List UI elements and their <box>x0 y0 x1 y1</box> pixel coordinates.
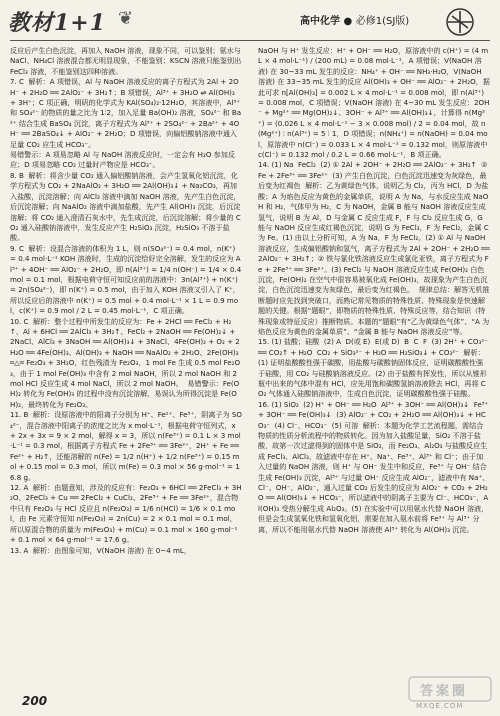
edition-label: 必修1(SJ版) <box>355 16 410 27</box>
answer-paragraph: NaOH 与 H⁺ 发生反应：H⁺ + OH⁻ ══ H₂O，原溶液中的 c(H⁺) = (4 mL × 4 mol·L⁻¹) / (200 mL) = 0.08 mol·L⁻¹，A 项错误；V(NaOH 溶液) 在 30~33 mL 发生的反应：NH₄⁺ + OH⁻ ══ NH₃·H₂O，V(NaOH 溶液) 在 33~35 mL 发生的反应 Al(OH)₃ + OH⁻ ══ AlO₂⁻ + 2H₂O，据此可求 n[Al(OH)₃] = 0.002 L × 4 mol·L⁻¹ = 0.008 mol，即 n(Al³⁺) = 0.008 mol，C 项错误；V(NaOH 溶液) 在 4~30 mL 发生反应：2OH⁻ + Mg²⁺ ══ Mg(OH)₂↓、3OH⁻ + Al³⁺ ══ Al(OH)₃↓，计算得 n(Mg²⁺) = (0.026 L × 4 mol·L⁻¹ − 3 × 0.008 mol) / 2 = 0.04 mol，故 n(Mg²⁺) ∶ n(Al³⁺) = 5 ∶ 1，D 项错误；n(NH₄⁺) = n(NaOH) = 0.04 mol，原溶液中 n(Cl⁻) = 0.033 L × 4 mol·L⁻¹ = 0.132 mol，则原溶液中 c(Cl⁻) = 0.132 mol / 0.2 L = 0.66 mol·L⁻¹，B 项正确。 <box>258 46 490 160</box>
book-title: 高中化学 ● 必修1(SJ版) <box>300 16 410 27</box>
decorative-emblem-icon <box>440 6 480 38</box>
answer-paragraph: 易错警示：A 项易忽略 Al 与 NaOH 溶液反应时，一定会有 H₂O 参加反应；D 项易忽略 CO₂ 过量时产物应是 HCO₃⁻。 <box>10 150 235 170</box>
answer-paragraph: 8. B 解析：将含少量 CO₂ 通入偏铝酸钠溶液，会产生氢氧化铝沉淀，化学方程式为 CO₂ + 2NaAlO₂ + 3H₂O ══ 2Al(OH)₃↓ + Na₂CO₃，再加入盐酸，沉淀溶解；向 AlCl₃ 溶液中滴加 NaOH 溶液，先产生白色沉淀，后沉淀溶解；向 NaAlO₂ 溶液中滴加盐酸，先产生 Al(OH)₃ 沉淀，后沉淀溶解；将 CO₂ 通入澄清石灰水中，先生成沉淀，后沉淀溶解；将少量的 CO₂ 通入硅酸钠溶液中，发生反应产生 H₂SiO₃ 沉淀，H₂SiO₃ 不溶于盐酸。 <box>10 170 241 243</box>
answer-paragraph: 13. A 解析：由图象可知，V(NaOH 溶液) 在 0~4 mL， <box>10 545 191 555</box>
answer-paragraph: 11. B 解析：设原溶液中的阳离子分别为 H⁺、Fe²⁺、Fe³⁺，阴离子为 SO₄²⁻，混合溶液中阳离子的浓度之比为 x mol·L⁻¹，根据电荷守恒列式，x + 2x + 3x = 9 × 2 mol，解得 x = 3，所以 n(Fe³⁺) = 0.1 L × 3 mol·L⁻¹ = 0.3 mol，根据离子方程式 Fe + 2Fe³⁺ ══ 3Fe²⁺，2H⁺ + Fe ══ Fe²⁺ + H₂↑，还能溶解的 n(Fe) = 1/2 n(H⁺) + 1/2 n(Fe³⁺) = 0.15 mol + 0.15 mol = 0.3 mol，所以 m(Fe) = 0.3 mol × 56 g·mol⁻¹ = 16.8 g。 <box>10 410 242 482</box>
watermark-url: MXQE.COM <box>416 702 464 710</box>
header-rule <box>10 40 490 41</box>
answer-paragraph: 9. C 解析：设混合溶液的体积为 1 L，则 n(SO₄²⁻) = 0.4 mol，n(K⁺) = 0.4 mol·L⁻¹ KOH 溶液时，生成的沉淀恰好完全溶解，发生的反应为 Al³⁺ + 4OH⁻ ══ AlO₂⁻ + 2H₂O，即 n(Al³⁺) = 1/4 n(OH⁻) = 1/4 × 0.4 mol = 0.1 mol，根据电荷守恒可知反应前的溶液中：3n(Al³⁺) + n(K⁺) = 2n(SO₄²⁻)，即 n(K⁺) = 0.5 mol，由于加入 KOH 溶液又引入了 K⁺，所以反应后的溶液中 n(K⁺) = 0.5 mol + 0.4 mol·L⁻¹ × 1 L = 0.9 mol，c(K⁺) = 0.9 mol / 2 L = 0.45 mol·L⁻¹，C 项正确。 <box>10 243 244 316</box>
left-column <box>10 46 242 556</box>
subject-label: 高中化学 <box>300 16 340 27</box>
brand-logo: 教材1+1 <box>8 10 107 36</box>
answer-paragraph: 反应后产生白色沉淀，再加入 NaOH 溶液，现象不同，可以鉴别；氨水与 NaCl、NH₄Cl 溶液混合都无明显现象，不能鉴别；KSCN 溶液只能鉴别出 FeCl₃ 溶液，不能鉴别这四种溶液。 <box>10 46 244 76</box>
watermark-text: 答案圈 <box>420 684 469 699</box>
answer-paragraph: 12. A 解析：由题意知，涉及的反应有：Fe₂O₃ + 6HCl ══ 2FeCl₃ + 3H₂O、2FeCl₃ + Cu ══ 2FeCl₂ + CuCl₂、2Fe³⁺ + Fe ══ 3Fe²⁺，混合物中只有 Fe₂O₃ 与 HCl 反应且 n(Fe₂O₃) = 1/6 n(HCl) = 1/6 × 0.1 mol，由 Fe 元素守恒知 n(Fe₂O₃) = 2n(Cu) = 2 × 0.1 mol = 0.1 mol，所以原混合物的质量为 m(Fe₂O₃) + m(Cu) = 0.1 mol × 160 g·mol⁻¹ + 0.1 mol × 64 g·mol⁻¹ = 17.6 g。 <box>10 483 242 545</box>
answer-paragraph: 15. (1) 盐酸；硅酸 (2) A D(或 E) E(或 D) B C F (3) 2H⁺ + CO₃²⁻ ══ CO₂↑ + H₂O CO₂ + SiO₃²⁻ + H₂O ══ H₂SiO₃↓ + CO₃²⁻ 解析：(1) 证明盐酸酸性强于碳酸，用盐酸与碳酸钠固体反应，证明碳酸酸性强于硅酸，用 CO₂ 与硅酸钠溶液反应。(2) 由于盐酸有挥发性，所以从锥形瓶中出来的气体中混有 HCl，应先用饱和碳酸氢钠溶液除去 HCl，再将 CO₂ 气体通入硅酸钠溶液中，生成白色沉淀，证明碳酸酸性强于硅酸。 <box>258 337 491 399</box>
leaf-icon: ❦ <box>118 8 134 29</box>
page-header <box>0 0 500 44</box>
page-number: 200 <box>22 694 48 708</box>
answer-paragraph: 16. (1) SiO₂ (2) H⁺ + OH⁻ ══ H₂O Al³⁺ + 3OH⁻ ══ Al(OH)₃↓ Fe³⁺ + 3OH⁻ ══ Fe(OH)₃↓ (3) AlO₂⁻ + CO₂ + 2H₂O ══ Al(OH)₃↓ + HCO₃⁻ (4) Cl⁻、HCO₃⁻ (5) 可溶 解析：本题为化学工艺流程题，需结合物质的性质分析流程中的物质转化。因为加入盐酸足量，SiO₂ 不溶于盐酸，故第一次过滤得到的固体中是 SiO₂，而 Fe₂O₃、Al₂O₃ 与盐酸反应生成 FeCl₃、AlCl₃，故滤液中存在 H⁺、Na⁺、Fe³⁺、Al³⁺ 和 Cl⁻；由于加入过量的 NaOH 溶液，则 H⁺ 与 OH⁻ 发生中和反应，Fe³⁺ 与 OH⁻ 结合生成 Fe(OH)₃ 沉淀，Al³⁺ 与过量 OH⁻ 反应生成 AlO₂⁻，滤液中有 Na⁺、Cl⁻、OH⁻、AlO₂⁻，通入过量 CO₂ 后发生的反应为 AlO₂⁻ + CO₂ + 2H₂O ══ Al(OH)₃↓ + HCO₃⁻，所以滤液中的阴离子主要为 Cl⁻、HCO₃⁻，Al(OH)₃ 受热分解生成 Al₂O₃。(5) 在实验中可以用氨水代替 NaOH 溶液，但是会生成氢氧化铁和氢氧化铝，需要在加入氨水前将 Fe³⁺ 与 Al³⁺ 分离，所以不能用氨水代替 NaOH 溶液使 Al³⁺ 转化为 Al(OH)₃ 沉淀。 <box>258 399 491 534</box>
right-column <box>258 46 490 535</box>
answer-paragraph: 14. (1) Na FeCl₂ (2) ① 2Al + 2OH⁻ + 2H₂O ══ 2AlO₂⁻ + 3H₂↑ ② Fe + 2Fe³⁺ ══ 3Fe²⁺ (3) 产生白色沉淀，白色沉淀迅速变为灰绿色，最后变为红褐色 解析：乙为黄绿色气体，说明乙为 Cl₂，丙为 HCl，D 为盐酸；A 为焰色反应为黄色的金属单质，说明 A 为 Na，与水反应生成 NaOH 和 H₂，气体甲为 H₂，C 为 NaOH，金属 B 能与 NaOH 溶液反应生成氢气，说明 B 为 Al，D 与金属 C 反应生成 F，F 与 Cl₂ 反应生成 G，G 能与 NaOH 反应生成红褐色沉淀，说明 G 为 FeCl₃，F 为 FeCl₂，金属 C 为 Fe。(1) 由以上分析可知，A 为 Na，F 为 FeCl₂。(2) ① Al 与 NaOH 溶液反应，生成偏铝酸钠和氢气，离子方程式为 2Al + 2OH⁻ + 2H₂O ══ 2AlO₂⁻ + 3H₂↑；② 铁与氯化铁溶液反应生成氯化亚铁，离子方程式为 Fe + 2Fe³⁺ ══ 3Fe²⁺。(3) FeCl₂ 与 NaOH 溶液反应生成 Fe(OH)₂ 白色沉淀，Fe(OH)₂ 在空气中很容易被氧化成 Fe(OH)₃，故现象为产生白色沉淀，白色沉淀迅速变为灰绿色，最后变为红褐色。 规律总结：解答无机推断题时应先找到突破口，而熟记常见物质的特殊性质、特殊现象是快速解题的关键。根据“题眼”，即物质的特殊性质、特殊反应等，结合知识（特殊现象或特征反应）推断物质。本题的“题眼”有“乙为黄绿色气体”、“A 为焰色反应为黄色的金属单质”、“金属 B 能与 NaOH 溶液反应”等。 <box>258 160 492 336</box>
answer-paragraph: 7. C 解析：A 项错误，Al 与 NaOH 溶液反应的离子方程式为 2Al + 2OH⁻ + 2H₂O ══ 2AlO₂⁻ + 3H₂↑；B 项错误，Al³⁺ + 3H₂O ⇌ Al(OH)₃ + 3H⁺；C 项正确，明矾的化学式为 KAl(SO₄)₂·12H₂O，其溶液中，Al³⁺ 和 SO₄²⁻ 的物质的量之比为 1∶2，加入足量 Ba(OH)₂ 溶液，SO₄²⁻ 和 Ba²⁺ 结合生成 BaSO₄ 沉淀，离子方程式为 Al³⁺ + 2SO₄²⁻ + 2Ba²⁺ + 4OH⁻ ══ 2BaSO₄↓ + AlO₂⁻ + 2H₂O；D 项错误，向偏铝酸钠溶液中通入足量 CO₂ 应生成 HCO₃⁻。 <box>10 77 243 149</box>
answer-paragraph: 10. C 解析：整个过程中所发生的反应为：Fe + 2HCl ══ FeCl₂ + H₂↑、Al + 6HCl ══ 2AlCl₃ + 3H₂↑、FeCl₂ + 2NaOH ══ Fe(OH)₂↓ + 2NaCl、AlCl₃ + 3NaOH ══ Al(OH)₃↓ + 3NaCl、4Fe(OH)₂ + O₂ + 2H₂O ══ 4Fe(OH)₃、Al(OH)₃ + NaOH ══ NaAlO₂ + 2H₂O、2Fe(OH)₃ ═△═ Fe₂O₃ + 3H₂O，红色残渣为 Fe₂O₃，1 mol Fe 生成 0.5 mol Fe₂O₃，由于 1 mol Fe(OH)₃ 中含有 2 mol NaOH，所以 2 mol NaOH 和 2 mol HCl 反应生成 4 mol NaCl，所以 2 mol NaOH。 易错警示：Fe(OH)₂ 转化为 Fe(OH)₃ 的过程中没有沉淀溶解，易误认为所得沉淀是 Fe(OH)₂，最终转化为 Fe₂O₃。 <box>10 316 241 409</box>
